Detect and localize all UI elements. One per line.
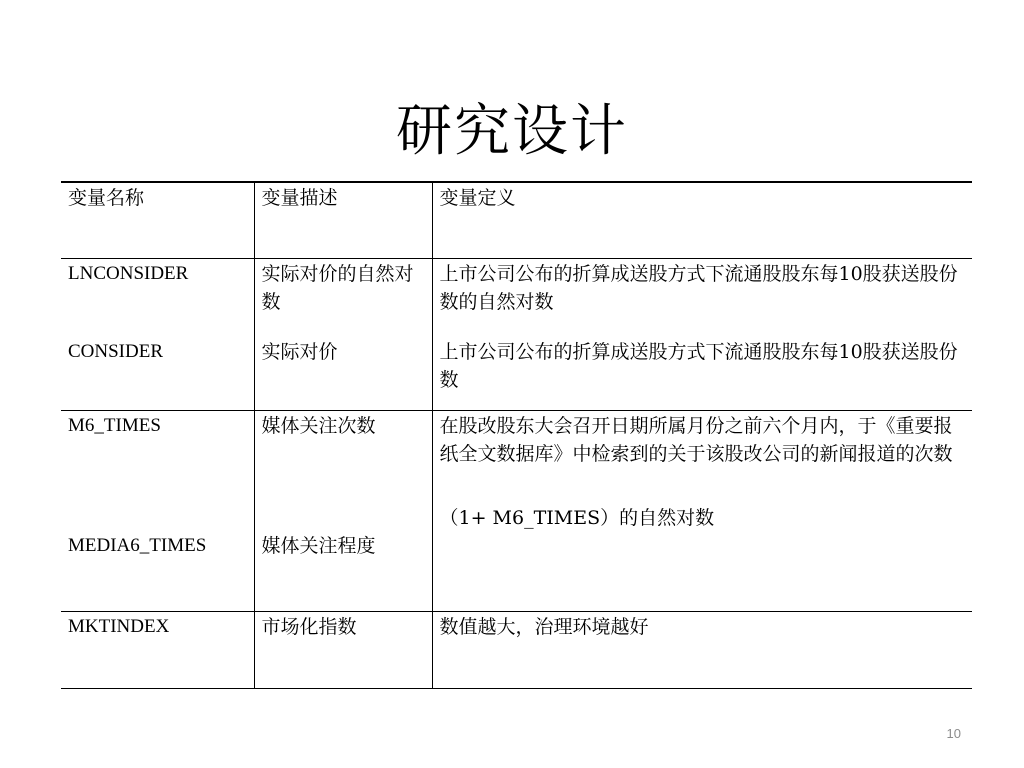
header-variable-name: 变量名称 <box>68 187 145 209</box>
variable-definition: 数值越大，治理环境越好 <box>439 615 649 638</box>
variable-description-cell <box>254 611 432 688</box>
variable-name-cell <box>61 611 254 688</box>
variable-description-cell <box>254 258 432 410</box>
variable-name: LNCONSIDER <box>68 262 189 284</box>
page-number: 10 <box>946 726 961 741</box>
variable-definition-cell <box>432 410 972 611</box>
variable-description: 媒体关注次数 <box>261 414 376 437</box>
variable-name-cell <box>61 258 254 410</box>
variable-name-cell <box>61 410 254 611</box>
variable-name: M6_TIMES <box>68 414 161 436</box>
slide-title: 研究设计 <box>396 98 628 164</box>
variable-definition-cell <box>432 611 972 688</box>
variable-name: CONSIDER <box>68 340 164 362</box>
table-row <box>61 611 972 688</box>
variable-definition: （1+ M6_TIMES）的自然对数 <box>439 506 715 529</box>
header-variable-definition: 变量定义 <box>432 182 972 258</box>
variable-table <box>61 181 972 689</box>
variable-definition: 在股改股东大会召开日期所属月份之前六个月内，于《重要报纸全文数据库》中检索到的关于该股改公司的新闻报道的次数 <box>439 414 953 465</box>
variable-definition-cell <box>432 258 972 410</box>
variable-description: 媒体关注程度 <box>261 534 376 557</box>
variable-definition: 上市公司公布的折算成送股方式下流通股股东每10股获送股份数的自然对数 <box>439 262 958 313</box>
table-row <box>61 410 972 611</box>
table-header-row <box>61 182 972 258</box>
variable-name: MEDIA6_TIMES <box>68 534 207 556</box>
variable-definition: 上市公司公布的折算成送股方式下流通股股东每10股获送股份数 <box>439 340 958 391</box>
header-variable-description: 变量描述 <box>254 182 432 258</box>
variable-description-cell <box>254 410 432 611</box>
variable-name: MKTINDEX <box>68 615 170 637</box>
table-row <box>61 258 972 410</box>
variable-description: 市场化指数 <box>261 615 357 638</box>
variable-description: 实际对价的自然对数 <box>261 262 414 313</box>
variable-description: 实际对价 <box>261 340 338 363</box>
